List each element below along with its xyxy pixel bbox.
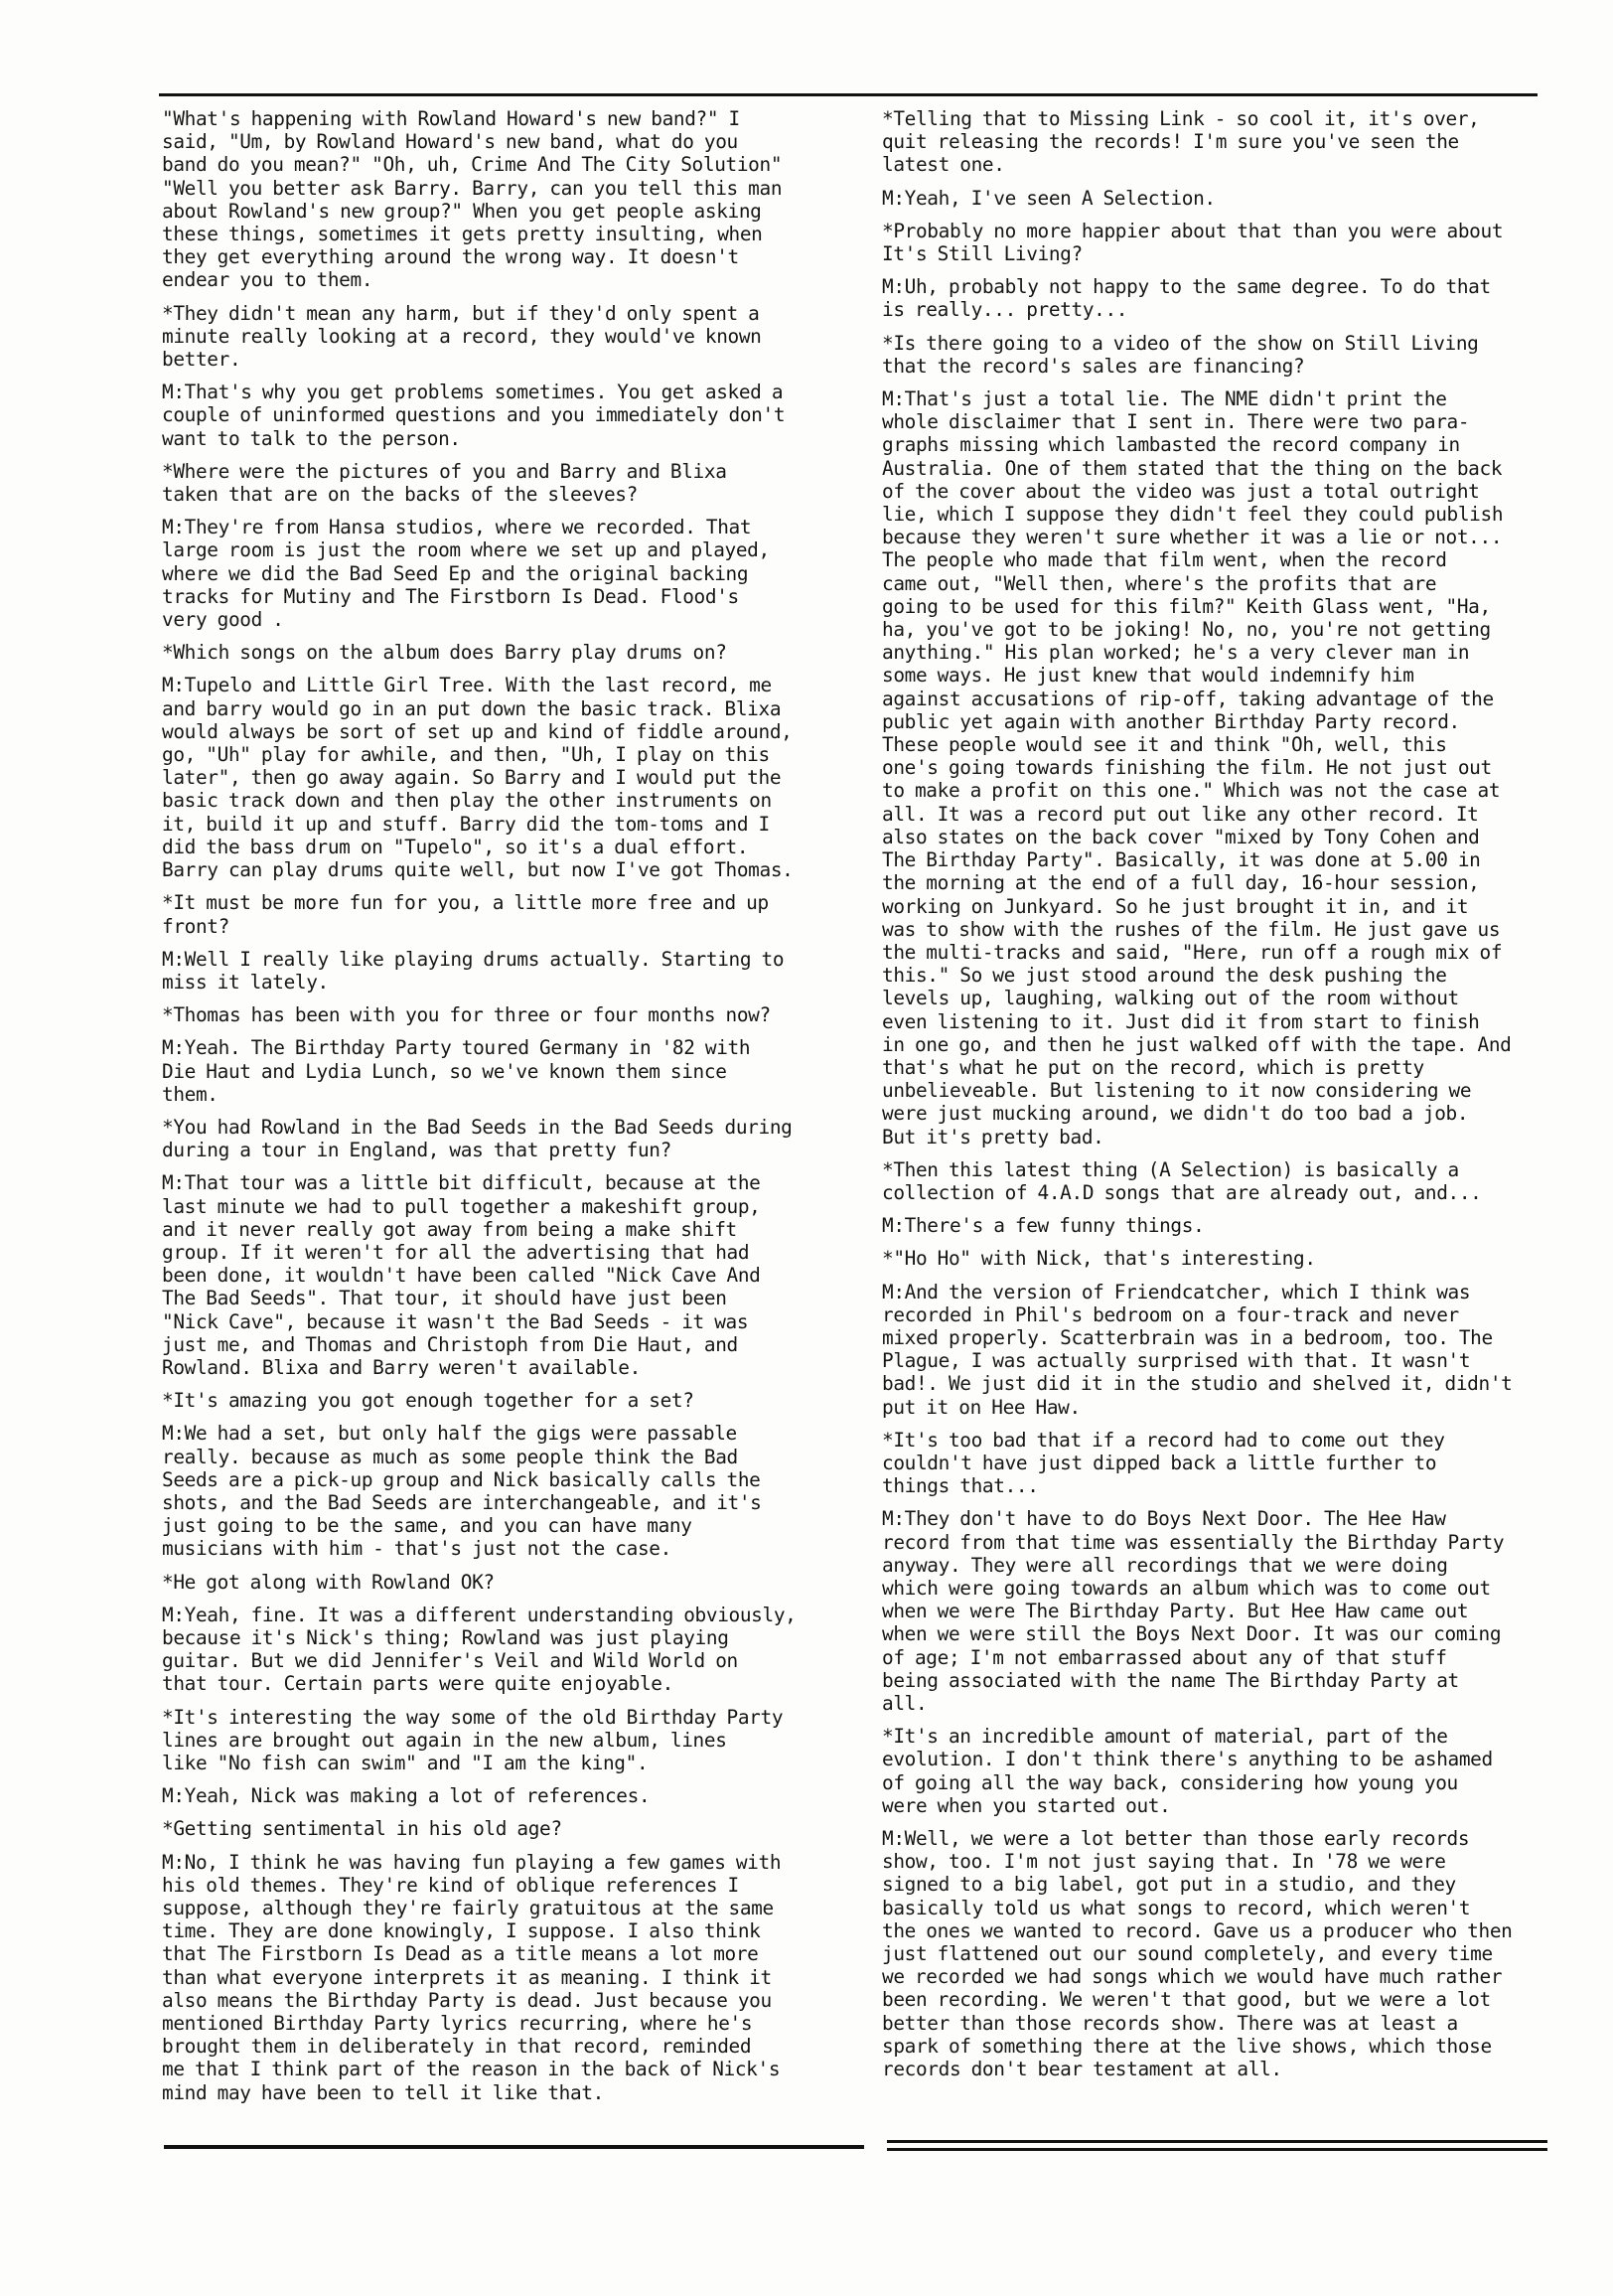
paragraph: *Probably no more happier about that than you were about It's Still Living?	[882, 219, 1504, 266]
paragraph: *Thomas has been with you for three or four months now?	[162, 1003, 771, 1027]
paragraph: *"Ho Ho" with Nick, that's interesting.	[882, 1247, 1316, 1271]
bottom-rule-left	[164, 2145, 864, 2149]
paragraph: *Which songs on the album does Barry play drums on?	[162, 641, 727, 665]
paragraph: M:Yeah. The Birthday Party toured Germany in '82 with Die Haut and Lydia Lunch, so we've known them since them.	[162, 1036, 751, 1106]
paragraph: "What's happening with Rowland Howard's new band?" I said, "Um, by Rowland Howard's new band, what do you band do you mean?" "Oh, uh, Crime And The City Solution" "Well you better ask Barry. Barry, can you tell this man about Rowland's new group?" When you get people asking these things, sometimes it gets pretty insulting, when they get everything around the wrong way. It doesn't endear you to them.	[162, 107, 783, 292]
top-rule	[159, 93, 1538, 96]
paragraph: *Telling that to Missing Link - so cool it, it's over, quit releasing the records! I'm sure you've seen the latest one.	[882, 107, 1480, 177]
paragraph: M:That's why you get problems sometimes. You get asked a couple of uninformed questions and you immediately don't want to talk to the person.	[162, 381, 786, 450]
paragraph: M:And the version of Friendcatcher, which I think was recorded in Phil's bedroom on a four-track and never mixed properly. Scatterbrain was in a bedroom, too. The Plague, I was actually surprised with that. It wasn't bad!. We just did it in the studio and shelved it, didn't put it on Hee Haw.	[882, 1280, 1513, 1419]
paragraph: *It must be more fun for you, a little more free and up front?	[162, 891, 769, 938]
paragraph: M:Yeah, I've seen A Selection.	[882, 186, 1216, 210]
paragraph: M:Tupelo and Little Girl Tree. With the last record, me and barry would go in an put down the basic track. Blixa would always be sort of set up and kind of fiddle around, go, "Uh" play for awhile, and then, "Uh, I play on this later", then go away again. So Barry and I would put the basic track down and then play the other instruments on it, build it up and stuff. Barry did the tom-toms and I did the bass drum on "Tupelo", so it's a dual effort. Barry can play drums quite well, but now I've got Thomas.	[162, 674, 794, 882]
paragraph: *They didn't mean any harm, but if they'd only spent a minute really looking at a record, they would've known better.	[162, 301, 762, 372]
paragraph: M:Yeah, Nick was making a lot of references.	[162, 1784, 651, 1808]
paragraph: M:Well, we were a lot better than those early records show, too. I'm not just saying that. In '78 we were signed to a big label, got put in a studio, and they basically told us what songs to record, which weren't the ones we wanted to record. Gave us a producer who then just flattened out our sound completely, and every time we recorded we had songs which we would have much rather been recording. We weren't that good, but we were a lot better than those records show. There was at least a spark of something there at the live shows, which those records don't bear testament at all.	[882, 1827, 1513, 2081]
paragraph: *It's interesting the way some of the old Birthday Party lines are brought out again in the new album, lines like "No fish can swim" and "I am the king".	[162, 1705, 784, 1774]
paragraph: *Then this latest thing (A Selection) is basically a collection of 4.A.D songs that are already out, and...	[882, 1157, 1482, 1204]
bottom-rule-right-lower	[887, 2148, 1547, 2151]
paragraph: *He got along with Rowland OK?	[162, 1570, 495, 1594]
paragraph: M:They don't have to do Boys Next Door. The Hee Haw record from that time was essentially the Birthday Party anyway. They were all recordings that we were doing which were going towards an album which was to come out when we were The Birthday Party. But Hee Haw came out when we were still the Boys Next Door. It was our coming of age; I'm not embarrassed about any of that stuff being associated with the name The Birthday Party at all.	[882, 1507, 1505, 1715]
paragraph: M:They're from Hansa studios, where we recorded. That large room is just the room where we set up and played, where we did the Bad Seed Ep and the original backing tracks for Mutiny and The Firstborn Is Dead. Flood's very good .	[162, 516, 770, 632]
paragraph: M:There's a few funny things.	[882, 1214, 1205, 1238]
paragraph: *It's amazing you got enough together for a set?	[162, 1389, 694, 1413]
bottom-rule-right-upper	[887, 2140, 1547, 2143]
paragraph: M:Well I really like playing drums actually. Starting to miss it lately.	[162, 947, 785, 994]
left-column	[162, 107, 857, 2114]
paragraph: *It's an incredible amount of material, part of the evolution. I don't think there's anything to be ashamed of going all the way back, considering how young you were when you started out.	[882, 1725, 1493, 1817]
paragraph: *You had Rowland in the Bad Seeds in the Bad Seeds during during a tour in England, was that pretty fun?	[162, 1115, 793, 1162]
paragraph: M:That tour was a little bit difficult, because at the last minute we had to pull together a makeshift group, and it never really got away from being a make shift group. If it weren't for all the advertising that had been done, it wouldn't have been called "Nick Cave And The Bad Seeds". That tour, it should have just been "Nick Cave", because it wasn't the Bad Seeds - it was just me, and Thomas and Christoph from Die Haut, and Rowland. Blixa and Barry weren't available.	[162, 1171, 761, 1379]
paragraph: M:Uh, probably not happy to the same degree. To do that is really... pretty...	[882, 275, 1491, 322]
paragraph: M:No, I think he was having fun playing a few games with his old themes. They're kind of oblique references I suppose, although they're fairly gratuitous at the same time. They are done knowingly, I suppose. I also think that The Firstborn Is Dead as a title means a lot more than what everyone interprets it as meaning. I think it also means the Birthday Party is dead. Just because you mentioned Birthday Party lyrics recurring, where he's brought them in deliberately in that record, reminded me that I think part of the reason in the back of Nick's mind may have been to tell it like that.	[162, 1850, 782, 2104]
paragraph: M:That's just a total lie. The NME didn't print the whole disclaimer that I sent in. There were two para- graphs missing which lambasted the record company in Australia. One of them stated that the thing on the back of the cover about the video was just a total outright lie, which I suppose they didn't feel they could publish because they weren't sure whether it was a lie or not... The people who made that film went, when the record came out, "Well then, where's the profits that are going to be used for this film?" Keith Glass went, "Ha, ha, you've got to be joking! No, no, you're not getting anything." His plan worked; he's a very clever man in some ways. He just knew that would indemnify him against accusations of rip-off, taking advantage of the public yet again with another Birthday Party record. These people would see it and think "Oh, well, this one's going towards finishing the film. He not just out to make a profit on this one." Which was not the case at all. It was a record put out like any other record. It also states on the back cover "mixed by Tony Cohen and The Birthday Party". Basically, it was done at 5.00 in the morning at the end of a full day, 16-hour session, working on Junkyard. So he just brought it in, and it was to show with the rushes of the film. He just gave us the multi-tracks and said, "Here, run off a rough mix of this." So we just stood around the desk pushing the levels up, laughing, walking out of the room without even listening to it. Just did it from start to finish in one go, and then he just walked off with the tape. And that's what he put on the record, which is pretty unbelieveable. But listening to it now considering we were just mucking around, we didn't do too bad a job. But it's pretty bad.	[882, 387, 1512, 1148]
paragraph: M:Yeah, fine. It was a different understanding obviously, because it's Nick's thing; Rowland was just playing guitar. But we did Jennifer's Veil and Wild World on that tour. Certain parts were quite enjoyable.	[162, 1603, 797, 1696]
paragraph: *Getting sentimental in his old age?	[162, 1817, 562, 1841]
paragraph: *It's too bad that if a record had to come out they couldn't have just dipped back a little further to things that...	[882, 1428, 1445, 1498]
paragraph: *Where were the pictures of you and Barry and Blixa taken that are on the backs of the sleeves?	[162, 459, 727, 507]
right-column	[882, 107, 1549, 2090]
paragraph: *Is there going to a video of the show on Still Living that the record's sales are financing?	[882, 331, 1479, 378]
paragraph: M:We had a set, but only half the gigs were passable really. because as much as some people think the Bad Seeds are a pick-up group and Nick basically calls the shots, and the Bad Seeds are interchangeable, and it's just going to be the same, and you can have many musicians with him - that's just not the case.	[162, 1422, 762, 1561]
